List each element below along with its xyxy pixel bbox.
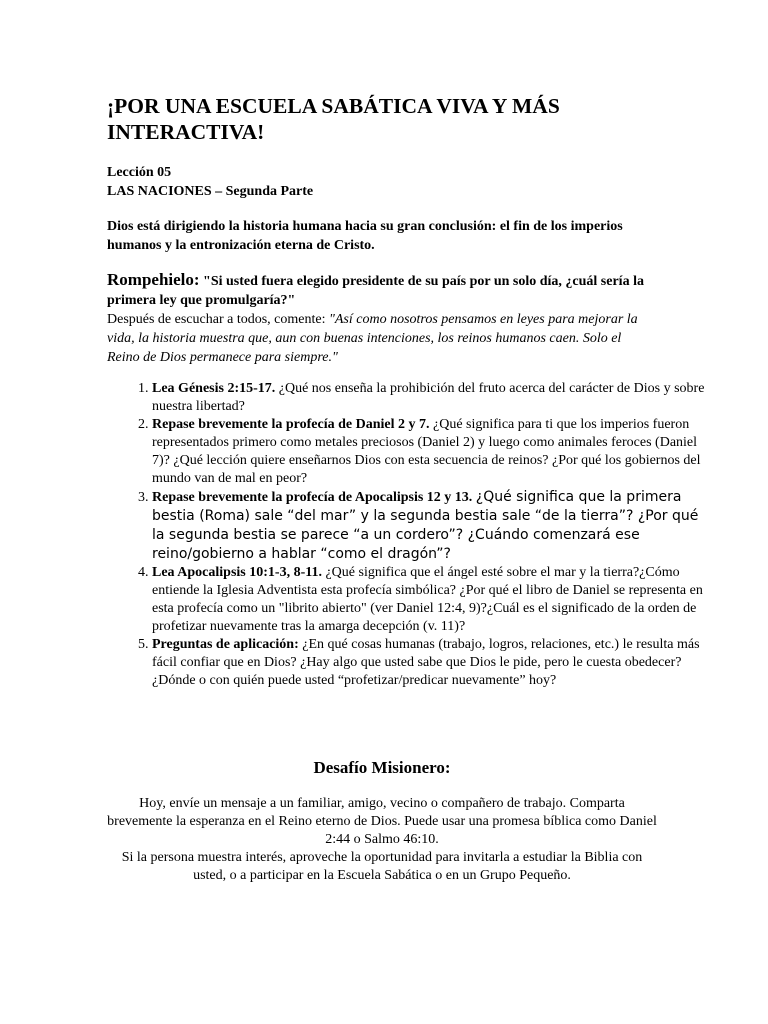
lesson-intro: Dios está dirigiendo la historia humana hacia su gran conclusión: el fin de los imperios humanos y la entronización eterna de Cristo. — [107, 219, 623, 253]
desafio-paragraph: Hoy, envíe un mensaje a un familiar, amigo, vecino o compañero de trabajo. Comparta brevemente la esperanza en el Reino eterno de Dios. Puede usar una promesa bíblica como Daniel 2:44 o Salmo 46:10. — [107, 796, 657, 847]
lesson-number: Lección 05 — [107, 165, 172, 180]
question-heading: Preguntas de aplicación: — [152, 637, 299, 652]
question-list — [107, 380, 712, 690]
rompehielo-label: Rompehielo: — [107, 270, 200, 289]
lesson-name: LAS NACIONES – Segunda Parte — [107, 184, 314, 199]
rompehielo-lead: Después de escuchar a todos, comente: — [107, 312, 329, 327]
question-text: ¿Qué significa que el ángel esté sobre el mar y la tierra?¿Cómo entiende la Iglesia Adventista esta profecía simbólica? ¿Por qué el libro de Daniel se representa en esta profecía como un "librito abierto" (ver Daniel 12:4, 9)?¿Cuál es el significado de la orden de profetizar nuevamente tras la amarga decepción (v. 11)? — [152, 565, 703, 634]
question-text: ¿En qué cosas humanas (trabajo, logros, relaciones, etc.) le resulta más fácil confiar que en Dios? ¿Hay algo que usted sabe que Dios le pide, pero le cuesta obedecer? ¿Dónde o con quién puede usted “profetizar/predicar nuevamente” hoy? — [152, 637, 700, 688]
question-text: ¿Qué significa para ti que los imperios fueron representados primero como metales preciosos (Daniel 2) y luego como animales feroces (Daniel 7)? ¿Qué lección quiere enseñarnos Dios con esta secuencia de reinos? ¿Por qué los gobiernos del mundo van de mal en peor? — [152, 417, 701, 486]
list-item — [152, 380, 712, 416]
list-item — [152, 636, 712, 690]
desafio-section — [107, 795, 657, 885]
list-item — [152, 564, 712, 636]
document-title: ¡POR UNA ESCUELA SABÁTICA VIVA Y MÁS INTERACTIVA! — [107, 94, 560, 144]
rompehielo-question: "Si usted fuera elegido presidente de su país por un solo día, ¿cuál sería la primera ley que promulgaría?" — [107, 274, 644, 308]
list-item — [152, 416, 712, 488]
question-heading: Lea Apocalipsis 10:1-3, 8-11. — [152, 565, 322, 580]
rompehielo-section — [107, 270, 657, 367]
question-heading: Lea Génesis 2:15-17. — [152, 381, 276, 396]
desafio-paragraph: Si la persona muestra interés, aproveche la oportunidad para invitarla a estudiar la Biblia con usted, o a participar en la Escuela Sabática o en un Grupo Pequeño. — [121, 850, 643, 883]
rompehielo-comment — [107, 310, 657, 367]
question-text: ¿Qué significa que la primera bestia (Roma) sale “del mar” y la segunda bestia sale “de la tierra”? ¿Por qué la segunda bestia se parece “a un cordero”? ¿Cuándo comenzará ese reino/gobierno a hablar “como el dragón”? — [152, 489, 699, 562]
lesson-header — [107, 163, 313, 201]
question-heading: Repase brevemente la profecía de Apocalipsis 12 y 13. — [152, 490, 473, 505]
list-item — [152, 488, 712, 564]
rompehielo-quote: "Así como nosotros pensamos en leyes para mejorar la vida, la historia muestra que, aun con buenas intenciones, los reinos humanos caen. Solo el Reino de Dios permanece para siempre." — [107, 312, 638, 365]
desafio-title: Desafío Misionero: — [313, 758, 451, 777]
question-text: ¿Qué nos enseña la prohibición del fruto acerca del carácter de Dios y sobre nuestra libertad? — [152, 381, 705, 414]
question-heading: Repase brevemente la profecía de Daniel 2 y 7. — [152, 417, 430, 432]
